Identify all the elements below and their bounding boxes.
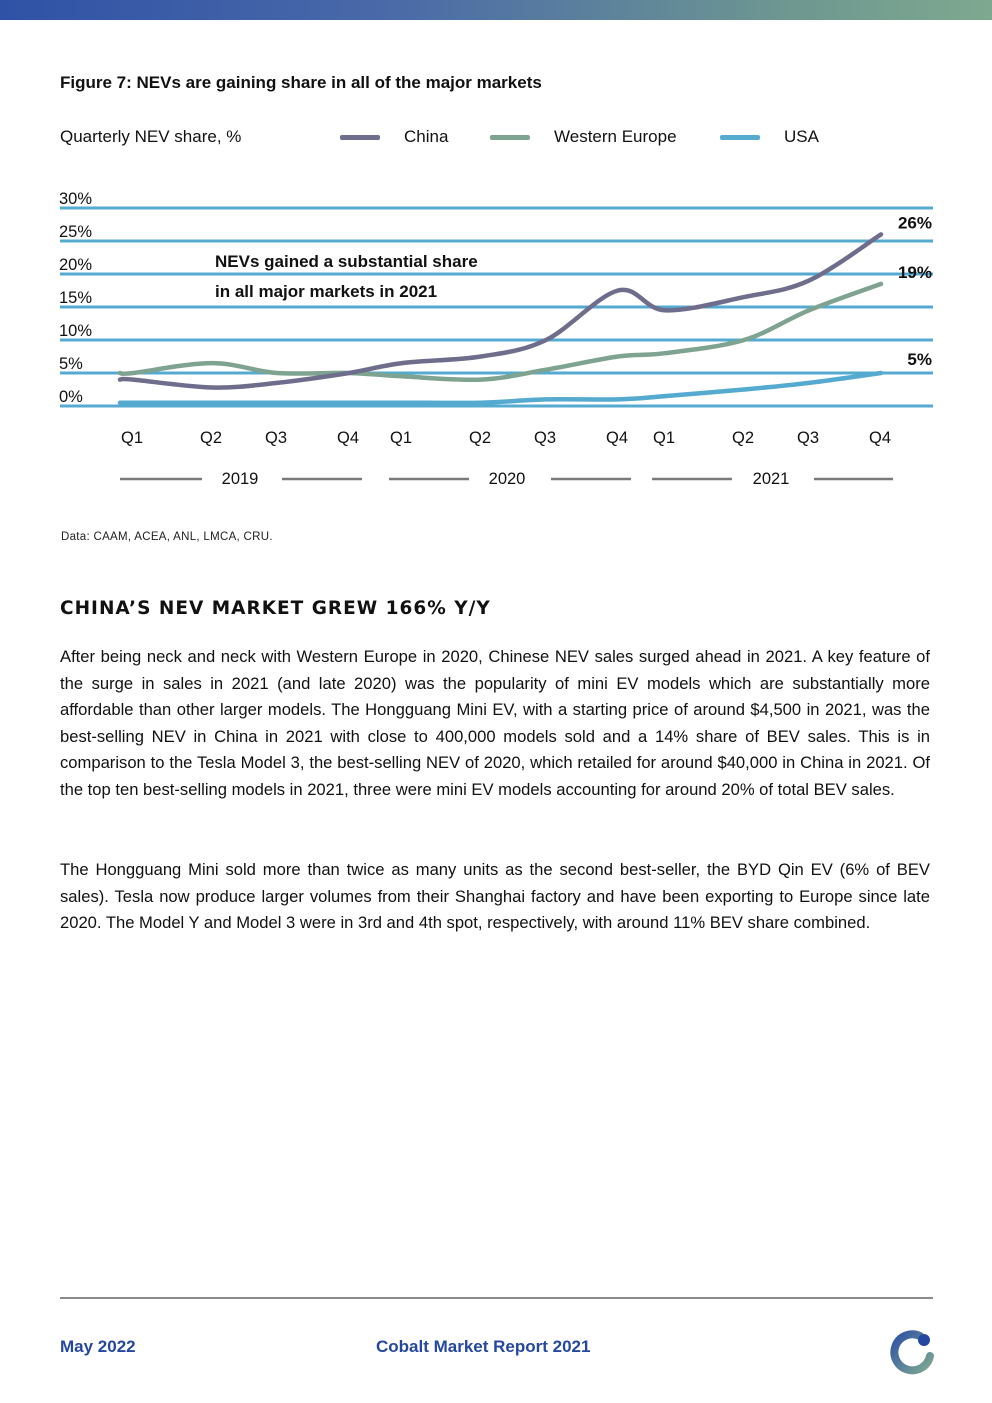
x-tick-label: Q3 xyxy=(265,429,288,447)
x-tick-label: Q4 xyxy=(337,429,360,447)
x-tick-label: Q2 xyxy=(732,429,755,447)
footer-report-title: Cobalt Market Report 2021 xyxy=(376,1337,591,1356)
y-tick-label: 25% xyxy=(59,223,93,241)
section-heading: CHINA’S NEV MARKET GREW 166% Y/Y xyxy=(60,598,491,619)
data-source: Data: CAAM, ACEA, ANL, LMCA, CRU. xyxy=(61,531,273,543)
chart-annotation: in all major markets in 2021 xyxy=(215,282,438,301)
y-tick-label: 0% xyxy=(59,388,83,406)
x-tick-label: Q1 xyxy=(390,429,413,447)
x-tick-label: Q2 xyxy=(469,429,492,447)
paragraph-1: After being neck and neck with Western Europe in 2020, Chinese NEV sales surged ahead in 2021. A key feature of the surge in sales in 2021 (and late 2020) was the popularity of mini EV models which are substantially more affordable than other larger models. The Hongguang Mini EV, with a starting price of around $4,500 in 2021, was the best-selling NEV in China in 2021 with close to 400,000 models sold and a 14% share of BEV sales. This is in comparison to the Tesla Model 3, the best-selling NEV of 2020, which retailed for around $40,000 in China in 2021. Of the top ten best-selling models in 2021, three were mini EV models accounting for around 20% of total BEV sales. xyxy=(60,647,930,799)
end-label-western-europe: 19% xyxy=(897,262,932,282)
y-tick-label: 15% xyxy=(59,289,93,307)
year-label: 2021 xyxy=(752,470,790,488)
legend-western-europe-label: Western Europe xyxy=(554,127,677,146)
legend-china-label: China xyxy=(404,127,449,146)
cobalt-logo-icon xyxy=(884,1326,936,1378)
year-label: 2020 xyxy=(488,470,526,488)
x-tick-label: Q4 xyxy=(869,429,892,447)
footer-date: May 2022 xyxy=(60,1337,136,1356)
paragraph-2: The Hongguang Mini sold more than twice as many units as the second best-seller, the BYD Qin EV (6% of BEV sales). Tesla now produce larger volumes from their Shanghai factory and have been exporting to Europe since late 2020. The Model Y and Model 3 were in 3rd and 4th spot, respectively, with around 11% BEV share combined. xyxy=(60,860,930,933)
y-tick-label: 5% xyxy=(59,355,83,373)
chart-annotation: NEVs gained a substantial share xyxy=(215,252,478,271)
x-tick-label: Q1 xyxy=(653,429,676,447)
nev-share-line-chart xyxy=(0,0,992,520)
x-tick-label: Q3 xyxy=(534,429,557,447)
legend-usa-label: USA xyxy=(784,127,819,146)
x-tick-label: Q1 xyxy=(121,429,144,447)
x-tick-label: Q4 xyxy=(606,429,629,447)
y-tick-label: 10% xyxy=(59,322,93,340)
footer-divider xyxy=(60,1297,933,1299)
end-label-china: 26% xyxy=(897,213,932,233)
y-tick-label: 20% xyxy=(59,256,93,274)
year-label: 2019 xyxy=(221,470,259,488)
x-tick-label: Q3 xyxy=(797,429,820,447)
y-tick-label: 30% xyxy=(59,190,93,208)
figure-title: Figure 7: NEVs are gaining share in all of the major markets xyxy=(60,73,542,92)
chart-subtitle: Quarterly NEV share, % xyxy=(60,127,242,146)
end-label-usa: 5% xyxy=(907,350,932,369)
x-tick-label: Q2 xyxy=(200,429,223,447)
